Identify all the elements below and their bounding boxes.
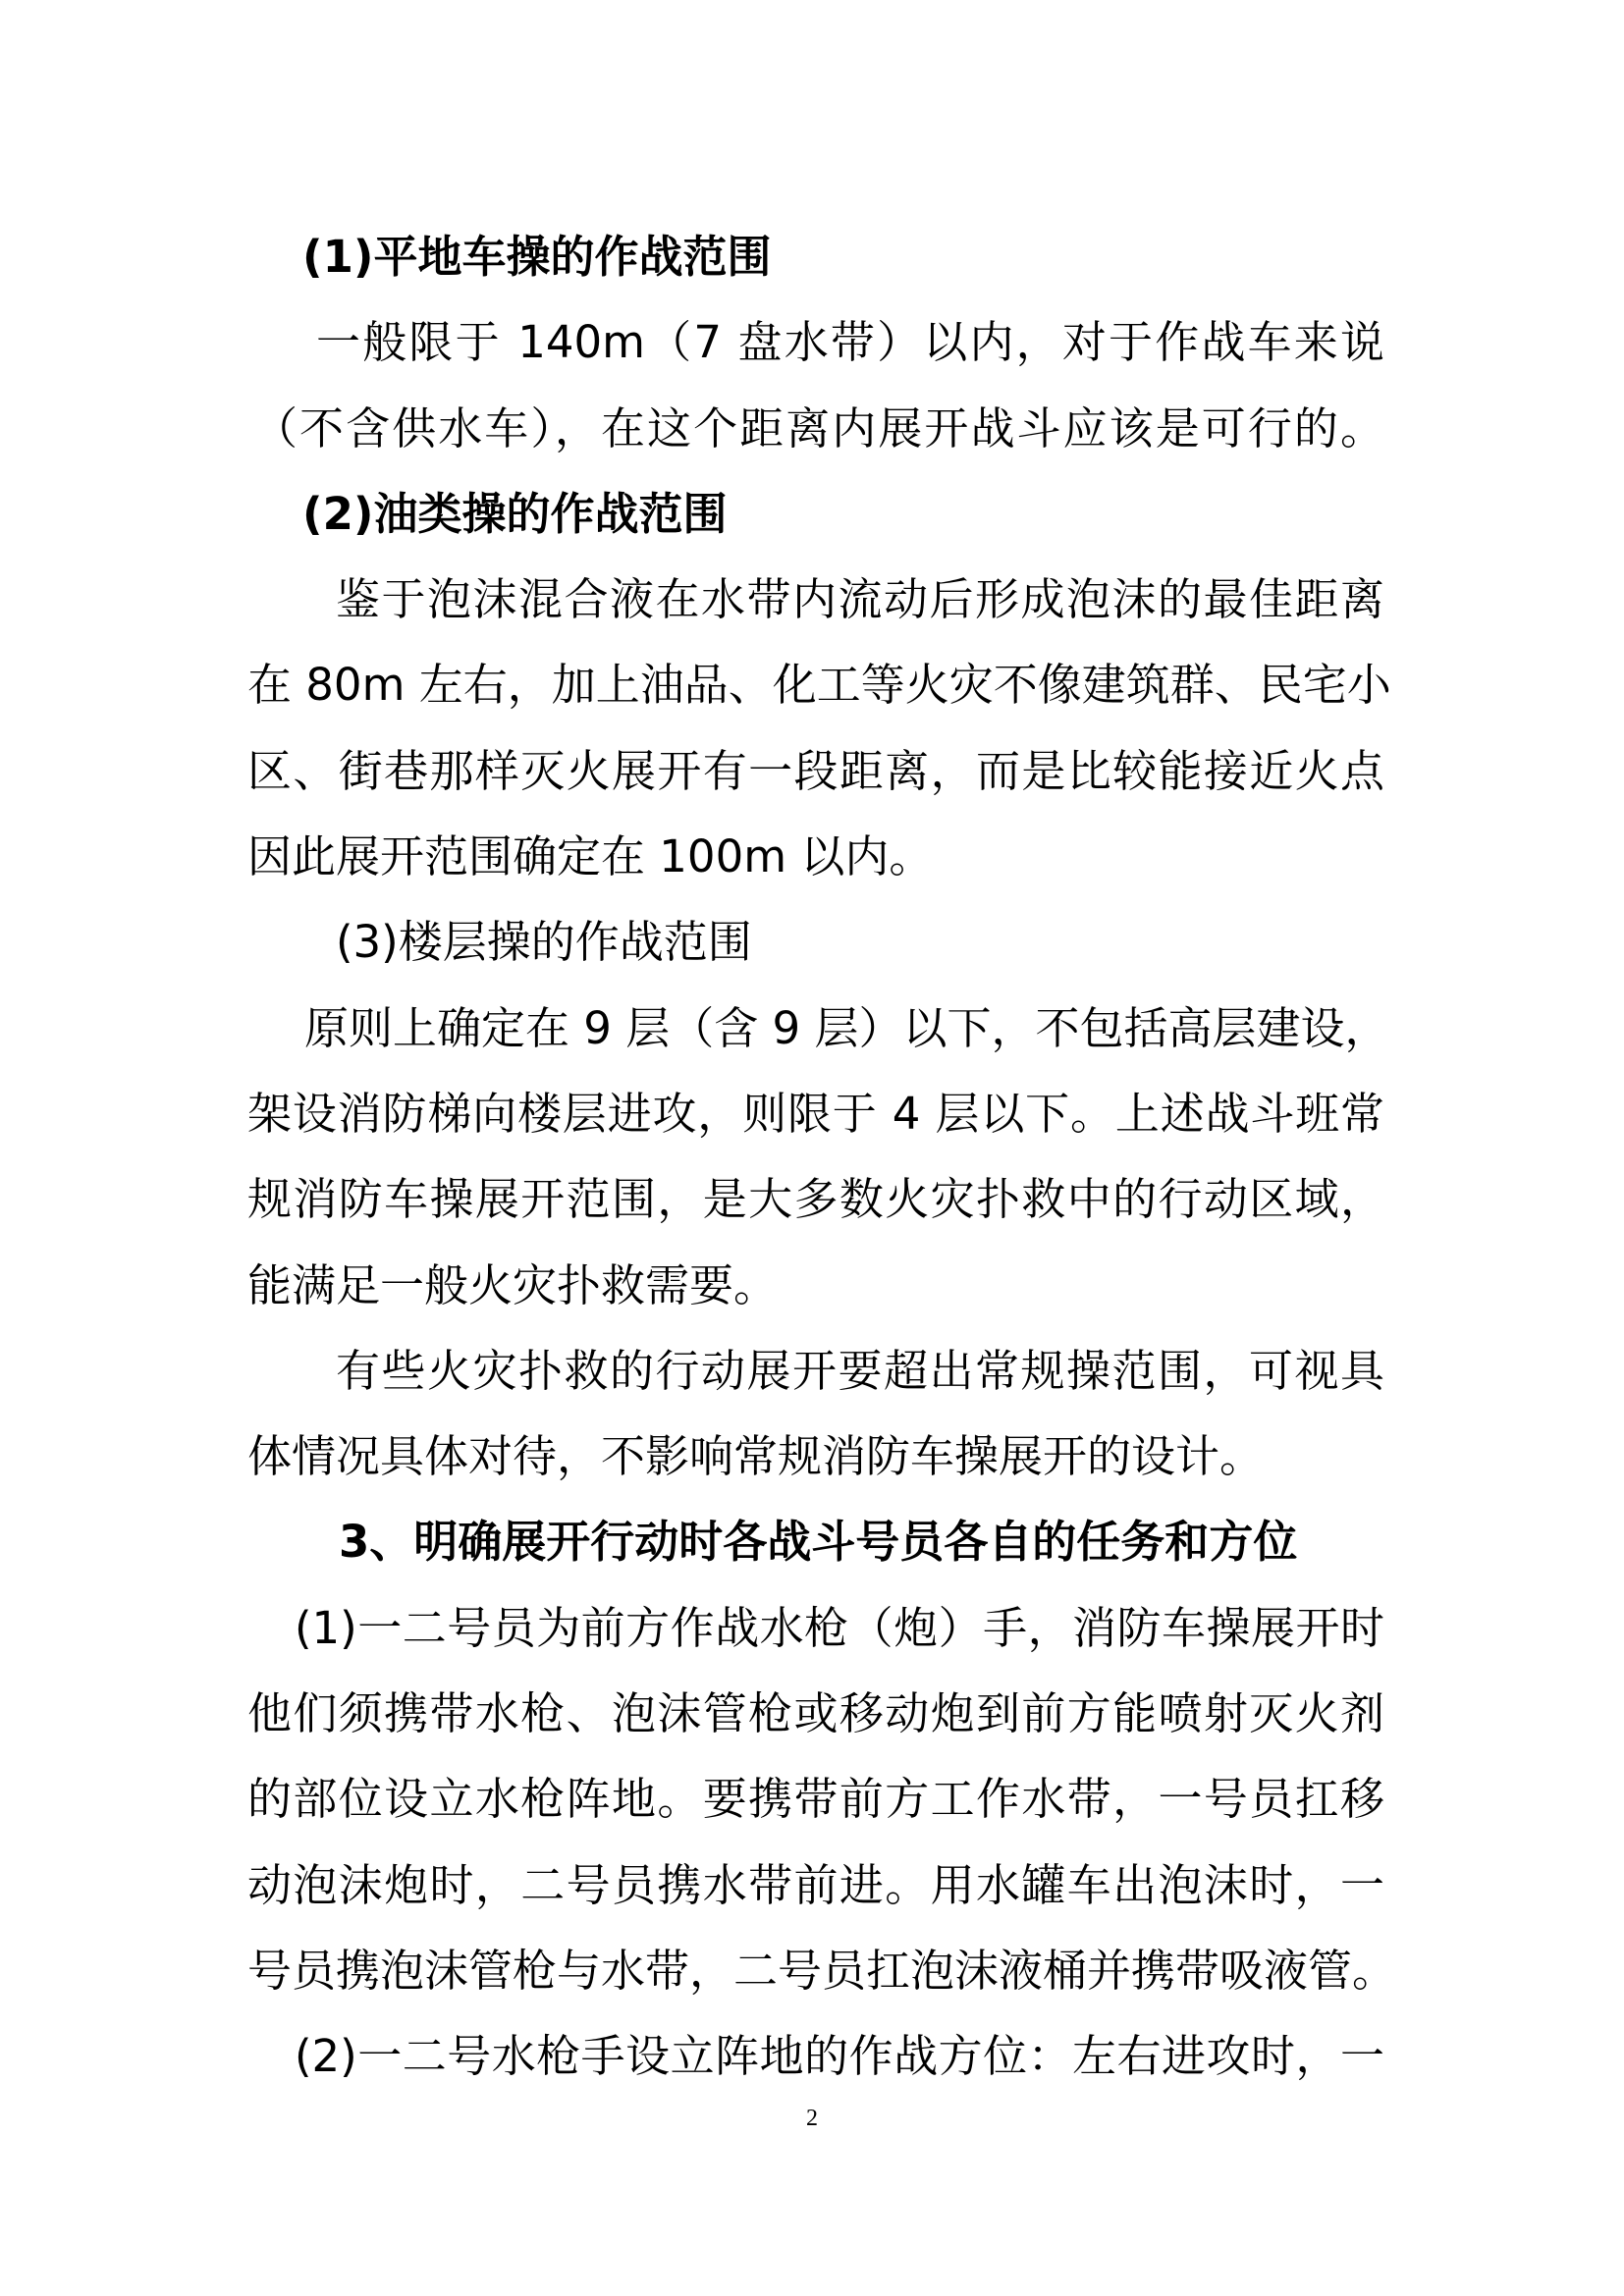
paragraph-line: 的部位设立水枪阵地。要携带前方工作水带，一号员扛移 [247, 1773, 1384, 1825]
paragraph-line: （不含供水车），在这个距离内展开战斗应该是可行的。 [253, 402, 1384, 454]
paragraph-line: 动泡沫炮时，二号员携水带前进。用水罐车出泡沫时，一 [247, 1859, 1384, 1911]
heading-oil-range: (2)油类操的作战范围 [302, 488, 728, 540]
heading-floor-range: (3)楼层操的作战范围 [336, 916, 752, 968]
paragraph-line: 架设消防梯向楼层进攻，则限于 4 层以下。上述战斗班常 [247, 1088, 1384, 1140]
paragraph-line: 规消防车操展开范围，是大多数火灾扑救中的行动区域， [247, 1173, 1384, 1225]
paragraph-line: 在 80m 左右，加上油品、化工等火灾不像建筑群、民宅小 [247, 659, 1391, 711]
paragraph-line: 能满足一般火灾扑救需要。 [247, 1259, 779, 1311]
paragraph-line: 他们须携带水枪、泡沫管枪或移动炮到前方能喷射灭火剂 [247, 1687, 1384, 1739]
paragraph-line: (1)一二号员为前方作战水枪（炮）手，消防车操展开时 [295, 1602, 1384, 1654]
heading-flat-ground-range: (1)平地车操的作战范围 [302, 231, 772, 283]
paragraph-line: 原则上确定在 9 层（含 9 层）以下，不包括高层建设， [304, 1002, 1389, 1054]
paragraph-line: 有些火灾扑救的行动展开要超出常规操范围，可视具 [336, 1345, 1384, 1397]
paragraph-line: 区、街巷那样灭火展开有一段距离，而是比较能接近火点 [247, 745, 1384, 797]
section-heading-3: 3、明确展开行动时各战斗号员各自的任务和方位 [339, 1516, 1298, 1568]
paragraph-line: 鉴于泡沫混合液在水带内流动后形成泡沫的最佳距离 [336, 573, 1384, 625]
paragraph-line: 一般限于 140m（7 盘水带）以内，对于作战车来说 [316, 316, 1384, 368]
paragraph-line: 因此展开范围确定在 100m 以内。 [247, 830, 934, 882]
paragraph-line: (2)一二号水枪手设立阵地的作战方位：左右进攻时，一 [295, 2030, 1384, 2082]
paragraph-line: 号员携泡沫管枪与水带，二号员扛泡沫液桶并携带吸液管。 [247, 1945, 1397, 1997]
page-number: 2 [806, 2106, 818, 2131]
paragraph-line: 体情况具体对待，不影响常规消防车操展开的设计。 [247, 1430, 1265, 1482]
